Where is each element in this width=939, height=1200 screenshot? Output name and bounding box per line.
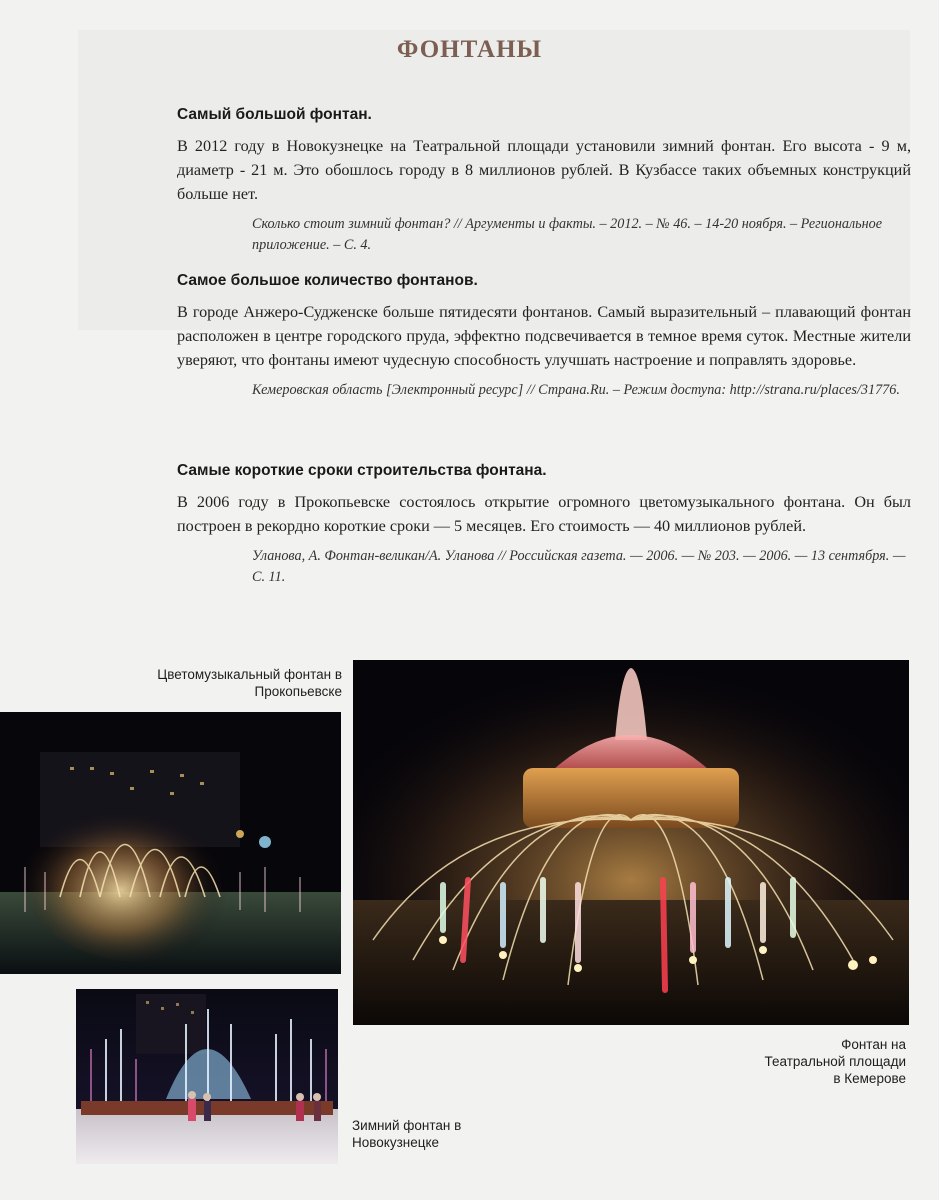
section-text: В 2006 году в Прокопьевске состоялось открытие огромного цветомузыкального фонтана. Он был построен в рекордно короткие сроки — 5 месяцев. Его стоимость — 40 миллионов рублей. bbox=[177, 493, 911, 535]
page-title: ФОНТАНЫ bbox=[396, 36, 543, 63]
caption-prokopyevsk: Цветомузыкальный фонтан в Прокопьевске bbox=[157, 667, 342, 699]
section-heading: Самый большой фонтан. bbox=[177, 106, 372, 123]
section-source: Кемеровская область [Электронный ресурс] // Страна.Ru. – Режим доступа: http://strana.ru/places/31776. bbox=[252, 382, 900, 398]
section-source: Уланова, А. Фонтан-великан/А. Уланова // Российская газета. — 2006. — № 203. — 2006. — 13 сентября. — С. 11. bbox=[252, 548, 906, 585]
section-heading: Самые короткие сроки строительства фонтана. bbox=[177, 462, 547, 479]
photo-novokuznetsk-fountain bbox=[76, 989, 338, 1164]
section-largest-fountain bbox=[177, 106, 911, 256]
photo-prokopyevsk-fountain bbox=[0, 712, 341, 974]
section-source: Сколько стоит зимний фонтан? // Аргументы и факты. – 2012. – № 46. – 14-20 ноября. – Региональное приложение. – С. 4. bbox=[252, 216, 883, 253]
caption-novokuznetsk: Зимний фонтан в Новокузнецке bbox=[352, 1118, 462, 1150]
section-most-fountains bbox=[177, 272, 911, 401]
caption-kemerovo: Фонтан на Театральной площади в Кемерове bbox=[764, 1037, 906, 1086]
section-heading: Самое большое количество фонтанов. bbox=[177, 272, 478, 289]
section-text: В городе Анжеро-Судженске больше пятидесяти фонтанов. Самый выразительный – плавающий фонтан расположен в центре городского пруда, эффектно подсвечивается в темное время суток. Местные жители уверяют, что фонтаны имеют чудесную способность улучшать настроение и поправлять здоровье. bbox=[177, 303, 911, 369]
photo-kemerovo-fountain bbox=[353, 660, 909, 1025]
section-shortest-construction bbox=[177, 462, 911, 588]
section-text: В 2012 году в Новокузнецке на Театральной площади установили зимний фонтан. Его высота - 9 м, диаметр - 21 м. Это обошлось городу в 8 миллионов рублей. В Кузбассе таких объемных конструкций больше нет. bbox=[177, 137, 911, 203]
